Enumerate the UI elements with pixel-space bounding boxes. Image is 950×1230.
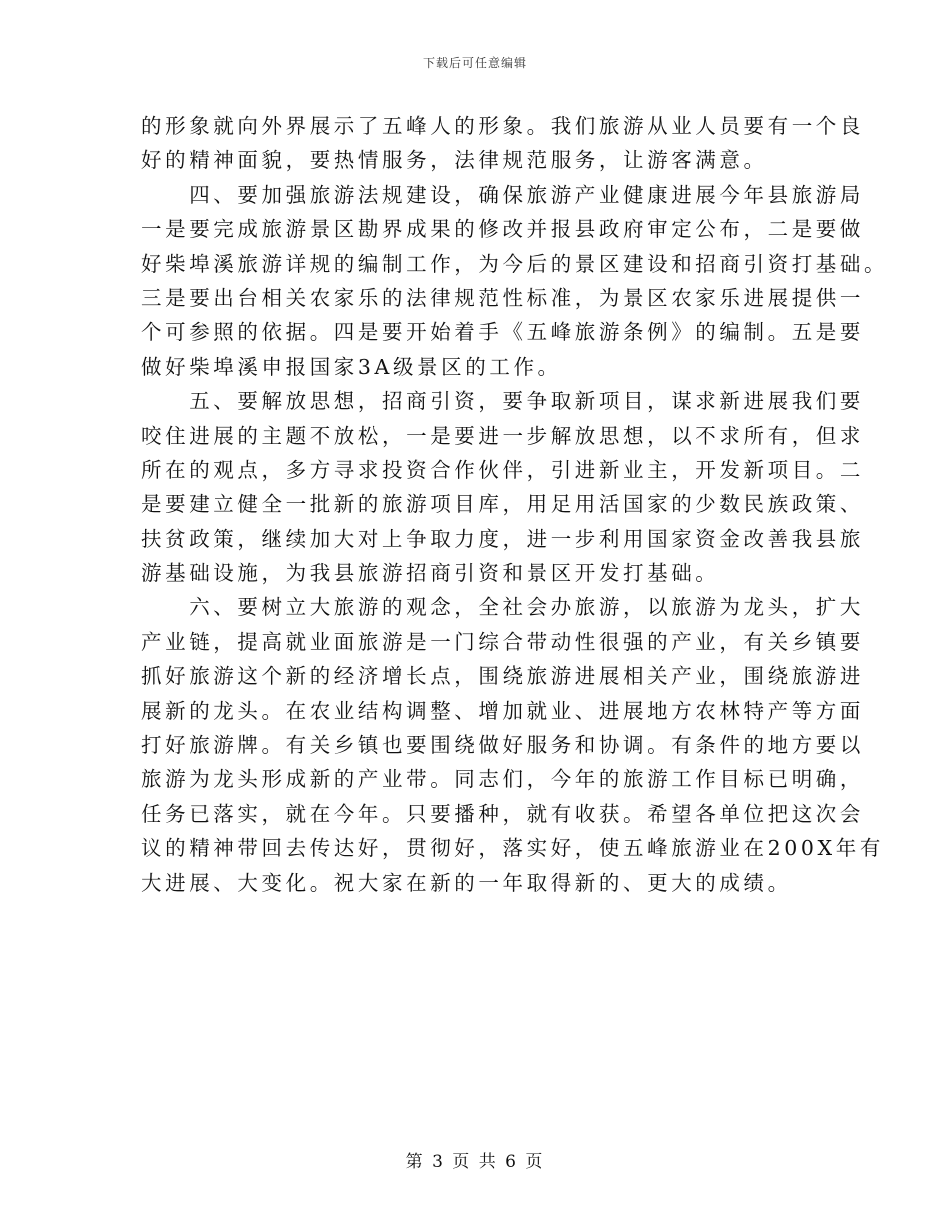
page-header: 下载后可任意编辑	[422, 56, 527, 70]
text-line: 是要建立健全一批新的旅游项目库，用足用活国家的少数民族政策、	[141, 492, 864, 517]
text-line: 做好柴埠溪申报国家3A级景区的工作。	[141, 354, 562, 379]
text-line: 四、要加强旅游法规建设，确保旅游产业健康进展今年县旅游局	[141, 182, 864, 207]
text-line: 咬住进展的主题不放松，一是要进一步解放思想，以不求所有，但求	[141, 423, 864, 448]
text-line: 大进展、大变化。祝大家在新的一年取得新的、更大的成绩。	[141, 870, 792, 895]
text-line: 打好旅游牌。有关乡镇也要围绕做好服务和协调。有条件的地方要以	[141, 733, 864, 758]
text-line: 展新的龙头。在农业结构调整、增加就业、进展地方农林特产等方面	[141, 698, 864, 723]
text-line: 抓好旅游这个新的经济增长点，围绕旅游进展相关产业，围绕旅游进	[141, 664, 864, 689]
text-line: 六、要树立大旅游的观念，全社会办旅游，以旅游为龙头，扩大	[141, 595, 864, 620]
page-footer	[0, 1147, 950, 1172]
text-line: 扶贫政策，继续加大对上争取力度，进一步利用国家资金改善我县旅	[141, 526, 864, 551]
text-line: 的形象就向外界展示了五峰人的形象。我们旅游从业人员要有一个良	[141, 114, 864, 138]
text-line: 旅游为龙头形成新的产业带。同志们，今年的旅游工作目标已明确，	[141, 767, 864, 792]
text-line: 议的精神带回去传达好，贯彻好，落实好，使五峰旅游业在200X年有	[141, 836, 884, 861]
text-line: 产业链，提高就业面旅游是一门综合带动性很强的产业，有关乡镇要	[141, 629, 864, 654]
page-number: 第 3 页 共 6 页	[405, 1152, 545, 1172]
text-line: 一是要完成旅游景区勘界成果的修改并报县政府审定公布，二是要做	[141, 217, 864, 242]
text-line: 个可参照的依据。四是要开始着手《五峰旅游条例》的编制。五是要	[141, 320, 864, 345]
text-line: 游基础设施，为我县旅游招商引资和景区开发打基础。	[141, 561, 720, 586]
text-line: 任务已落实，就在今年。只要播种，就有收获。希望各单位把这次会	[141, 801, 864, 826]
text-line: 五、要解放思想，招商引资，要争取新项目，谋求新进展我们要	[141, 389, 864, 414]
text-line: 三是要出台相关农家乐的法律规范性标准，为景区农家乐进展提供一	[141, 285, 864, 310]
body-text	[141, 109, 889, 900]
text-line: 好的精神面貌，要热情服务，法律规范服务，让游客满意。	[141, 148, 768, 173]
text-line: 所在的观点，多方寻求投资合作伙伴，引进新业主，开发新项目。二	[141, 457, 864, 482]
text-line: 好柴埠溪旅游详规的编制工作，为今后的景区建设和招商引资打基础。	[141, 251, 889, 276]
